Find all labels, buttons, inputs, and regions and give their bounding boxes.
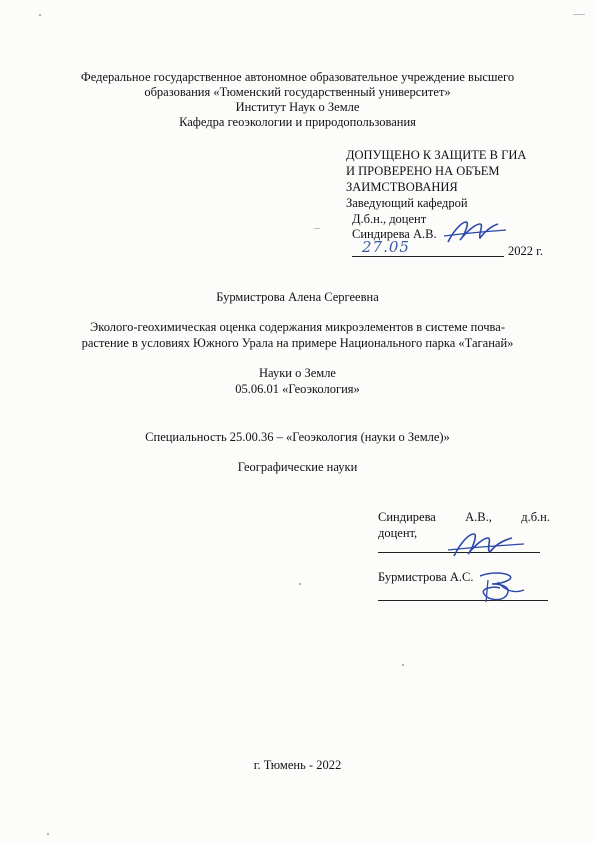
approval-line-2: И ПРОВЕРЕНО НА ОБЪЕМ bbox=[346, 164, 500, 178]
institution-line-2: образования «Тюменский государственный университет» bbox=[144, 85, 451, 99]
direction-name: Науки о Земле bbox=[259, 366, 336, 380]
scan-dot bbox=[402, 664, 404, 666]
supervisor-initials: А.В., bbox=[465, 510, 492, 524]
approval-head-title: Заведующий кафедрой bbox=[346, 196, 468, 210]
direction-code: 05.06.01 «Геоэкология» bbox=[235, 382, 360, 396]
supervisor-line-1 bbox=[378, 510, 550, 525]
supervisor-degree: д.б.н. bbox=[521, 510, 550, 524]
department-name: Кафедра геоэкологии и природопользования bbox=[179, 115, 416, 129]
author-name: Бурмистрова Алена Сергеевна bbox=[216, 290, 379, 304]
city-year: г. Тюмень - 2022 bbox=[253, 758, 342, 772]
scan-mark bbox=[573, 14, 585, 15]
date-underline bbox=[352, 256, 504, 257]
approval-name: Синдирева А.В. bbox=[352, 227, 437, 241]
institution-line-1: Федеральное государственное автономное образовательное учреждение высшего bbox=[80, 70, 515, 84]
supervisor-surname: Синдирева bbox=[378, 510, 436, 524]
thesis-title-line-1: Эколого-геохимическая оценка содержания микроэлементов в системе почва- bbox=[90, 320, 505, 334]
scan-dot bbox=[39, 14, 41, 16]
approval-degree: Д.б.н., доцент bbox=[352, 212, 427, 226]
approval-line-1: ДОПУЩЕНО К ЗАЩИТЕ В ГИА bbox=[346, 148, 527, 162]
approval-year: 2022 г. bbox=[508, 244, 543, 258]
approval-handwritten-date: 27.05 bbox=[362, 238, 410, 256]
scan-mark bbox=[314, 228, 320, 229]
student-name: Бурмистрова А.С. bbox=[378, 570, 474, 584]
scan-dot bbox=[47, 833, 49, 835]
supervisor-title: доцент, bbox=[378, 526, 418, 540]
thesis-title-line-2: растение в условиях Южного Урала на примере Национального парка «Таганай» bbox=[81, 336, 514, 350]
approval-line-3: ЗАИМСТВОВАНИЯ bbox=[346, 180, 458, 194]
institute-name: Институт Наук о Земле bbox=[235, 100, 360, 114]
field-of-science: Географические науки bbox=[237, 460, 358, 474]
scan-dot bbox=[299, 583, 301, 585]
specialty: Специальность 25.00.36 – «Геоэкология (науки о Земле)» bbox=[145, 430, 450, 444]
